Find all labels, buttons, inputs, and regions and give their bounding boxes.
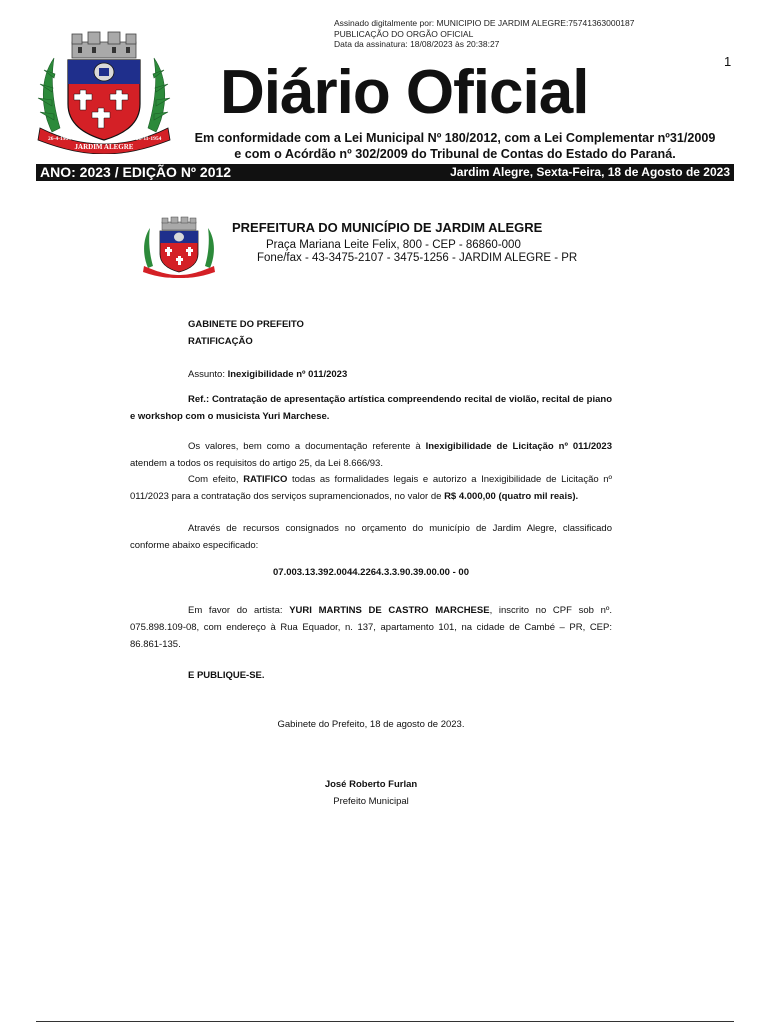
subject-value: Inexigibilidade nº 011/2023 xyxy=(227,369,348,380)
p4-text-a: Em favor do artista: xyxy=(188,605,290,616)
p2-text-b: RATIFICO xyxy=(243,474,288,485)
document-type: RATIFICAÇÃO xyxy=(188,336,253,347)
closing-text: E PUBLIQUE-SE. xyxy=(188,670,265,681)
edition-date: Jardim Alegre, Sexta-Feira, 18 de Agosto de 2023 xyxy=(450,165,730,179)
signer-name: José Roberto Furlan xyxy=(324,779,418,790)
p1-text-c: atendem a todos os requisitos do artigo 25, da Lei 8.666/93. xyxy=(130,458,383,469)
closing-line xyxy=(130,667,612,684)
digital-signature-stamp xyxy=(334,18,634,50)
p4-text-c: , inscrito no CPF sob nº. 075.898.109-08, com endereço à Rua Equador, n. 137, apartamento 101, na cidade de Cambé – PR, CEP: 86.861-135. xyxy=(130,605,612,650)
paragraph-artist xyxy=(130,602,612,653)
budget-code: 07.003.13.392.0044.2264.3.3.90.39.00.00 - 00 xyxy=(273,567,469,578)
reference-paragraph xyxy=(130,391,612,425)
svg-text:JARDIM ALEGRE: JARDIM ALEGRE xyxy=(74,143,134,151)
subject-line xyxy=(130,366,612,383)
edition-number: ANO: 2023 / EDIÇÃO Nº 2012 xyxy=(40,164,232,180)
paragraph-budget xyxy=(130,520,612,554)
p3-text: Através de recursos consignados no orçamento do município de Jardim Alegre, classificado conforme abaixo especificado: xyxy=(130,523,612,551)
gazette-title: Diário Oficial xyxy=(220,58,589,127)
p2-text-c: todas as formalidades legais e autorizo a Inexigibilidade de Licitação nº 011/2023 para a contratação dos serviços supramencionados, no valor de xyxy=(130,474,613,502)
footer-divider xyxy=(36,1021,734,1022)
prefeitura-crest-logo xyxy=(140,216,218,278)
prefeitura-address: Praça Mariana Leite Felix, 800 - CEP - 86860-000 xyxy=(266,239,521,251)
prefeitura-phone: Fone/fax - 43-3475-2107 - 3475-1256 - JARDIM ALEGRE - PR xyxy=(257,252,578,264)
prefeitura-name: PREFEITURA DO MUNICÍPIO DE JARDIM ALEGRE xyxy=(232,220,543,235)
p1-text-a: Os valores, bem como a documentação referente à xyxy=(188,441,426,452)
subtitle-line-1: Em conformidade com a Lei Municipal Nº 180/2012, com a Lei Complementar nº31/2009 xyxy=(194,131,716,145)
municipal-crest-logo xyxy=(34,28,174,154)
p4-text-b: YURI MARTINS DE CASTRO MARCHESE xyxy=(289,605,490,616)
place-date: Gabinete do Prefeito, 18 de agosto de 2023. xyxy=(277,719,465,730)
paragraph-ratification xyxy=(130,471,612,505)
paragraph-values xyxy=(130,438,612,472)
signature-date: Data da assinatura: 18/08/2023 às 20:38:27 xyxy=(334,39,500,49)
office-name: GABINETE DO PREFEITO xyxy=(188,319,304,330)
edition-bar xyxy=(36,164,734,181)
office-heading xyxy=(130,316,612,350)
page-number: 1 xyxy=(724,54,732,69)
reference-text: Ref.: Contratação de apresentação artística compreendendo recital de violão, recital de piano e workshop com o musicista Yuri Marchese. xyxy=(130,394,612,422)
signature-signer: Assinado digitalmente por: MUNICIPIO DE JARDIM ALEGRE:75741363000187 xyxy=(334,18,635,28)
p1-text-b: Inexigibilidade de Licitação nº 011/2023 xyxy=(425,441,613,452)
subject-label: Assunto: xyxy=(188,369,228,380)
p2-text-a: Com efeito, xyxy=(188,474,244,485)
subtitle-line-2: e com o Acórdão nº 302/2009 do Tribunal de Contas do Estado do Paraná. xyxy=(234,146,676,161)
svg-text:26-4-1964: 26-4-1964 xyxy=(48,136,71,142)
signer-title: Prefeito Municipal xyxy=(333,796,409,807)
legal-basis-subtitle xyxy=(185,131,725,162)
signature-publication: PUBLICAÇÃO DO ORGÃO OFICIAL xyxy=(334,28,474,39)
svg-text:26-11-1954: 26-11-1954 xyxy=(136,136,162,142)
p2-text-d: R$ 4.000,00 (quatro mil reais). xyxy=(444,491,579,502)
